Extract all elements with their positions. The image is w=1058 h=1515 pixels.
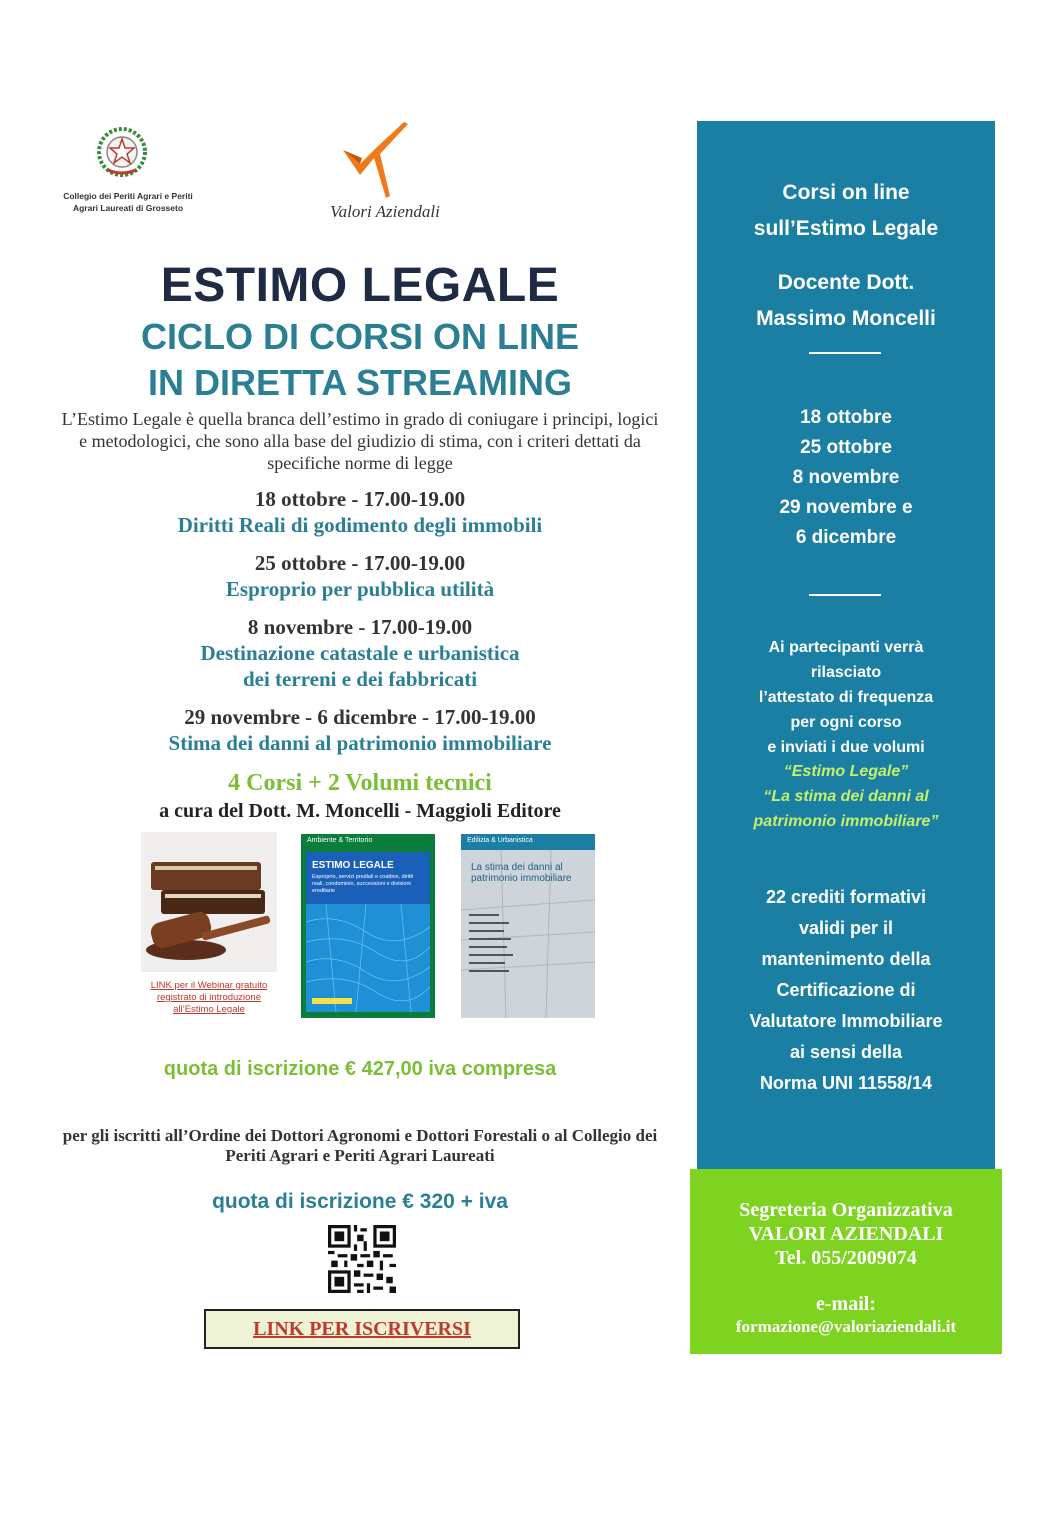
book-1-title: ESTIMO LEGALE <box>312 860 394 871</box>
sidebar-date-5: 6 dicembre <box>795 527 897 548</box>
subtitle-line-1: CICLO DI CORSI ON LINE <box>140 316 579 357</box>
contact-phone: Tel. 055/2009074 <box>775 1247 917 1269</box>
sidebar-book-2-line-1: “La stima dei danni al <box>763 788 929 805</box>
sidebar-attest-5: e inviati i due volumi <box>767 739 925 756</box>
book-1-series: Ambiente & Territorio <box>307 837 373 844</box>
session-4-date: 29 novembre - 6 dicembre - 17.00-19.00 <box>184 705 536 729</box>
sidebar-teacher-line-2: Massimo Moncelli <box>756 307 936 330</box>
webinar-link[interactable]: LINK per il Webinar gratuito registrato di introduzione all’Estimo Legale <box>150 980 268 1015</box>
session-3-topic-line-2: dei terreni e dei fabbricati <box>242 667 478 691</box>
registration-fee: quota di iscrizione € 427,00 iva compresa <box>163 1058 557 1080</box>
subtitle-line-2: IN DIRETTA STREAMING <box>148 362 572 403</box>
valori-aziendali-logo <box>300 120 470 225</box>
sidebar-credits-6: ai sensi della <box>789 1042 903 1062</box>
offer-author: a cura del Dott. M. Moncelli - Maggioli Editore <box>159 800 561 822</box>
sidebar-attest-3: l’attestato di frequenza <box>758 689 934 706</box>
session-2-date: 25 ottobre - 17.00-19.00 <box>254 551 466 575</box>
session-4-topic: Stima dei danni al patrimonio immobiliare <box>168 731 552 755</box>
session-1-topic: Diritti Reali di godimento degli immobili <box>177 513 543 537</box>
book-2-series: Edilizia & Urbanistica <box>467 837 533 844</box>
sidebar-date-3: 8 novembre <box>792 467 900 488</box>
contact-email[interactable]: formazione@valoriaziendali.it <box>735 1317 957 1336</box>
sidebar-credits-4: Certificazione di <box>776 980 916 1000</box>
book-1-desc: Esproprio, servizi prediali e coattive, diritti reali, condominio, successioni e divisioni ereditarie <box>312 874 414 894</box>
member-note: per gli iscritti all’Ordine dei Dottori Agronomi e Dottori Forestali o al Collegio dei Periti Agrari e Periti Agrari Laureati <box>62 1126 658 1165</box>
session-2-topic: Esproprio per pubblica utilità <box>225 577 495 601</box>
sidebar-date-2: 25 ottobre <box>800 437 892 458</box>
sidebar-date-1: 18 ottobre <box>800 407 892 428</box>
enroll-link-label: LINK PER ISCRIVERSI <box>253 1318 471 1340</box>
gavel-books-image <box>141 832 277 972</box>
valori-aziendali-mark-icon <box>338 120 413 200</box>
collegio-logo <box>58 118 198 233</box>
member-fee: quota di iscrizione € 320 + iva <box>212 1190 508 1213</box>
session-3-topic-line-1: Destinazione catastale e urbanistica <box>200 641 520 665</box>
enroll-link-button[interactable] <box>204 1309 520 1349</box>
session-1-date: 18 ottobre - 17.00-19.00 <box>254 487 466 511</box>
sidebar-teacher-line-1: Docente Dott. <box>777 271 915 294</box>
sidebar-book-1: “Estimo Legale” <box>783 763 909 780</box>
sidebar-attest-2: rilasciato <box>810 664 882 681</box>
sidebar-divider <box>809 352 881 354</box>
sidebar-attest-4: per ogni corso <box>790 714 902 731</box>
sidebar-date-4: 29 novembre e <box>779 497 913 518</box>
valori-aziendali-logo-text: Valori Aziendali <box>330 202 440 221</box>
book-2-title: La stima dei danni al patrimonio immobiliare <box>471 862 572 884</box>
sidebar-course-line-2: sull’Estimo Legale <box>753 217 939 240</box>
contact-email-label: e-mail: <box>816 1293 876 1315</box>
collegio-logo-text: Collegio dei Periti Agrari e Periti Agrari Laureati di Grosseto <box>63 191 193 213</box>
page-title: ESTIMO LEGALE <box>160 259 560 312</box>
contact-line-2: VALORI AZIENDALI <box>748 1223 944 1245</box>
italian-emblem-icon <box>96 126 148 178</box>
sidebar-credits-2: validi per il <box>798 918 894 938</box>
info-sidebar <box>697 121 995 1169</box>
book-cover-estimo-legale <box>301 834 435 1018</box>
contact-box <box>690 1169 1002 1354</box>
sidebar-credits-5: Valutatore Immobiliare <box>749 1011 943 1031</box>
sidebar-book-2-line-2: patrimonio immobiliare” <box>753 813 939 830</box>
sidebar-course-line-1: Corsi on line <box>782 181 910 204</box>
sidebar-divider <box>809 594 881 596</box>
sidebar-credits-3: mantenimento della <box>761 949 931 969</box>
sidebar-attest-1: Ai partecipanti verrà <box>768 639 924 656</box>
offer-headline: 4 Corsi + 2 Volumi tecnici <box>228 770 492 796</box>
book-cover-stima-danni <box>461 834 595 1018</box>
session-3-date: 8 novembre - 17.00-19.00 <box>247 615 473 639</box>
sidebar-credits-1: 22 crediti formativi <box>765 887 927 907</box>
intro-text: L’Estimo Legale è quella branca dell’estimo in grado di coniugare i principi, logici e metodologici, che sono alla base del giudizio di stima, con i criteri dettati da specifiche norme di legge <box>61 409 659 473</box>
sidebar-credits-7: Norma UNI 11558/14 <box>759 1073 933 1093</box>
contact-line-1: Segreteria Organizzativa <box>739 1199 953 1221</box>
qr-code-icon[interactable] <box>328 1225 396 1293</box>
